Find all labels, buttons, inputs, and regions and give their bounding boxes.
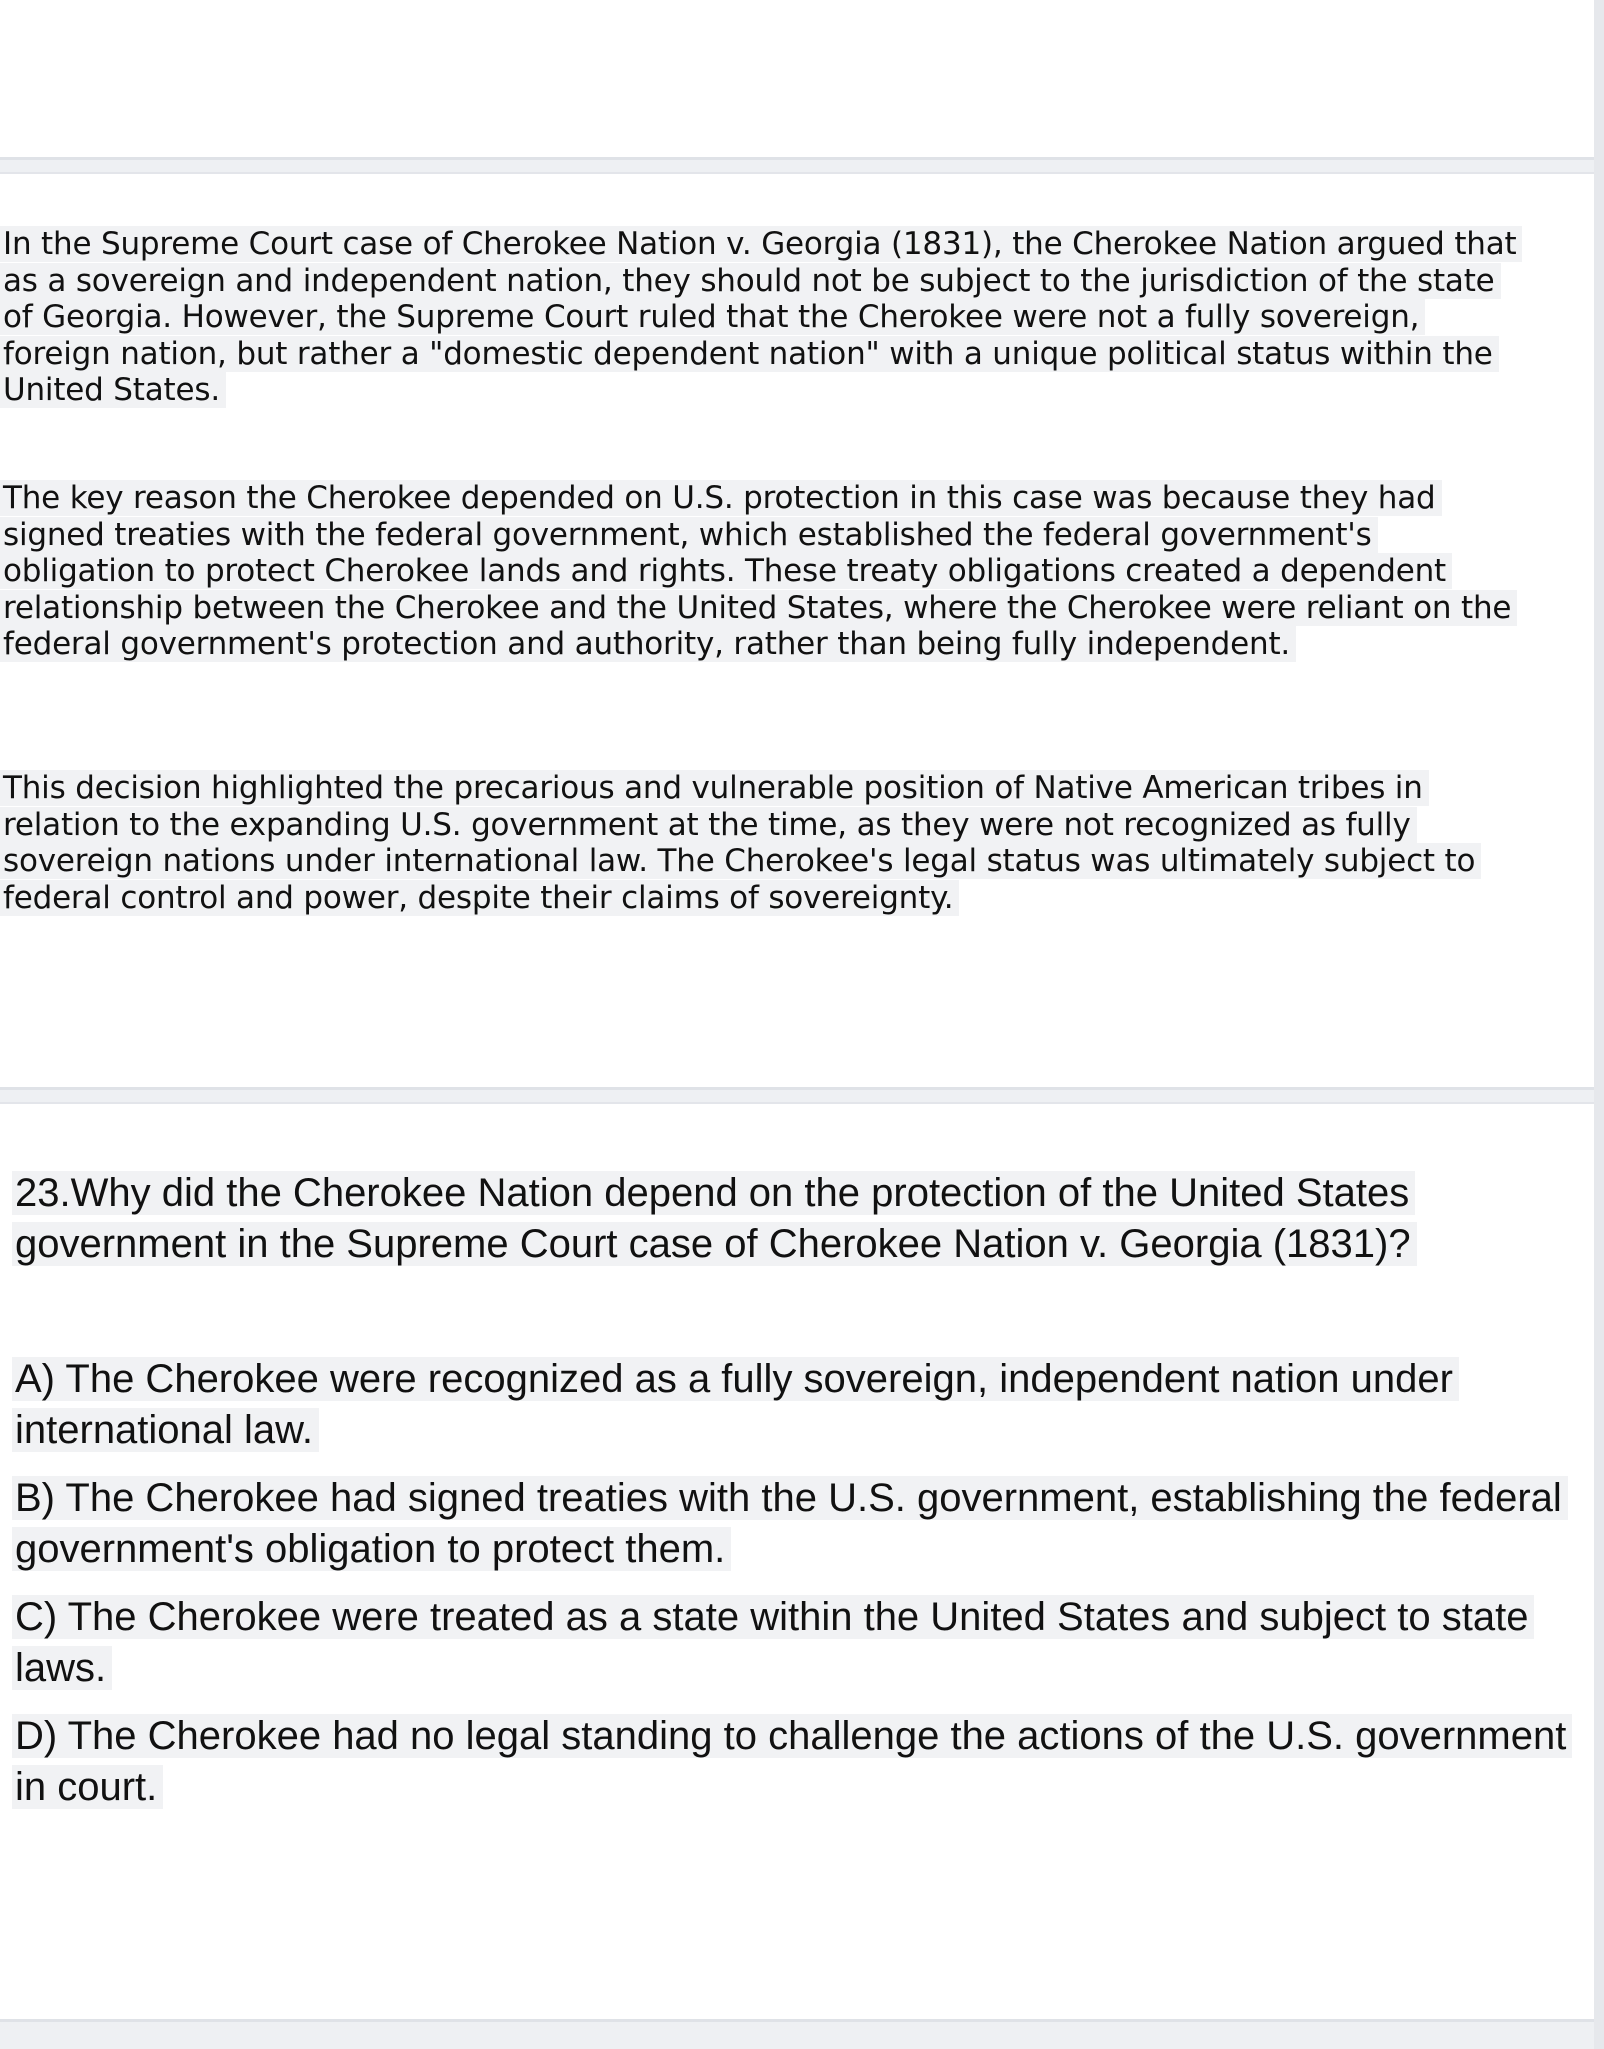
question-panel [0,1102,1594,2022]
answer-paragraph-2 [0,480,1520,663]
option-d-text: D) The Cherokee had no legal standing to challenge the actions of the U.S. government in court. [12,1714,1572,1809]
option-d[interactable] [12,1711,1572,1813]
answer-panel [0,172,1594,1090]
question-text [12,1168,1572,1270]
answer-paragraph-1 [0,226,1520,409]
option-b[interactable] [12,1473,1572,1575]
option-c-text: C) The Cherokee were treated as a state within the United States and subject to state laws. [12,1595,1534,1690]
option-c[interactable] [12,1592,1572,1694]
answer-paragraph-3 [0,770,1520,916]
answer-paragraph-2-text: The key reason the Cherokee depended on U.S. protection in this case was because they had signed treaties with the federal government, which established the federal government's obligation to protect Cherokee lands and rights. These treaty obligations created a dependent relationship between the Cherokee and the United States, where the Cherokee were reliant on the federal government's protection and authority, rather than being fully independent. [0,480,1517,662]
right-scroll-edge [1594,0,1604,2049]
option-b-text: B) The Cherokee had signed treaties with the U.S. government, establishing the federal government's obligation to protect them. [12,1476,1568,1571]
top-blank-panel [0,0,1594,160]
answer-paragraph-3-text: This decision highlighted the precarious and vulnerable position of Native American tribes in relation to the expanding U.S. government at the time, as they were not recognized as fully sovereign nations under international law. The Cherokee's legal status was ultimately subject to federal control and power, despite their claims of sovereignty. [0,770,1481,916]
option-a-text: A) The Cherokee were recognized as a fully sovereign, independent nation under international law. [12,1357,1459,1452]
option-a[interactable] [12,1354,1572,1456]
answer-paragraph-1-text: In the Supreme Court case of Cherokee Nation v. Georgia (1831), the Cherokee Nation argued that as a sovereign and independent nation, they should not be subject to the jurisdiction of the state of Georgia. However, the Supreme Court ruled that the Cherokee were not a fully sovereign, foreign nation, but rather a "domestic dependent nation" with a unique political status within the United States. [0,226,1522,408]
question-text-content: 23.Why did the Cherokee Nation depend on the protection of the United States government in the Supreme Court case of Cherokee Nation v. Georgia (1831)? [12,1171,1417,1266]
